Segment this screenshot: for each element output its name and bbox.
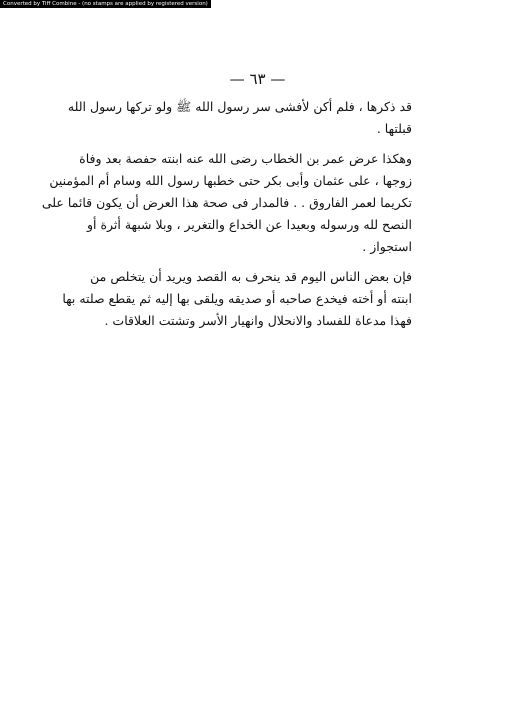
text-line: تكريما لعمر الفاروق . . فالمدار فى صحة هذا العرض أن يكون قائما على [41, 195, 412, 210]
page-body [41, 96, 412, 332]
text-line: وهكذا عرض عمر بن الخطاب رضى الله عنه ابنته حفصة بعد وفاة [79, 151, 412, 166]
page-number: — ٦٣ — [229, 70, 286, 88]
text-line: ابنته أو أخته فيخدع صاحبه أو صديقه ويلقى بها إليه ثم يقطع صلته بها [62, 291, 412, 306]
text-line: فإن بعض الناس اليوم قد ينحرف به القصد ويريد أن يتخلص من [90, 269, 412, 284]
text-line: النصح لله ورسوله وبعيدا عن الخداع والتغرير ، وبلا شبهة أثرة أو [86, 217, 412, 232]
paragraph-1 [67, 96, 412, 140]
text-line: قد ذكرها ، فلم أكن لأفشى سر رسول الله ﷺ ولو تركها رسول الله [67, 99, 412, 114]
paragraph-2 [41, 148, 412, 258]
paragraph-3 [62, 266, 412, 332]
text-line: استجواز . [362, 239, 412, 254]
text-line: فهذا مدعاة للفساد والانحلال وانهيار الأسر وتشتت العلاقات . [104, 313, 412, 328]
conversion-banner: Converted by Tiff Combine - (no stamps are applied by registered version) [0, 0, 211, 8]
text-line: قبلتها . [376, 121, 412, 136]
text-line: زوجها ، على عثمان وأبى بكر حتى خطبها رسول الله وسام أم المؤمنين [49, 173, 412, 188]
